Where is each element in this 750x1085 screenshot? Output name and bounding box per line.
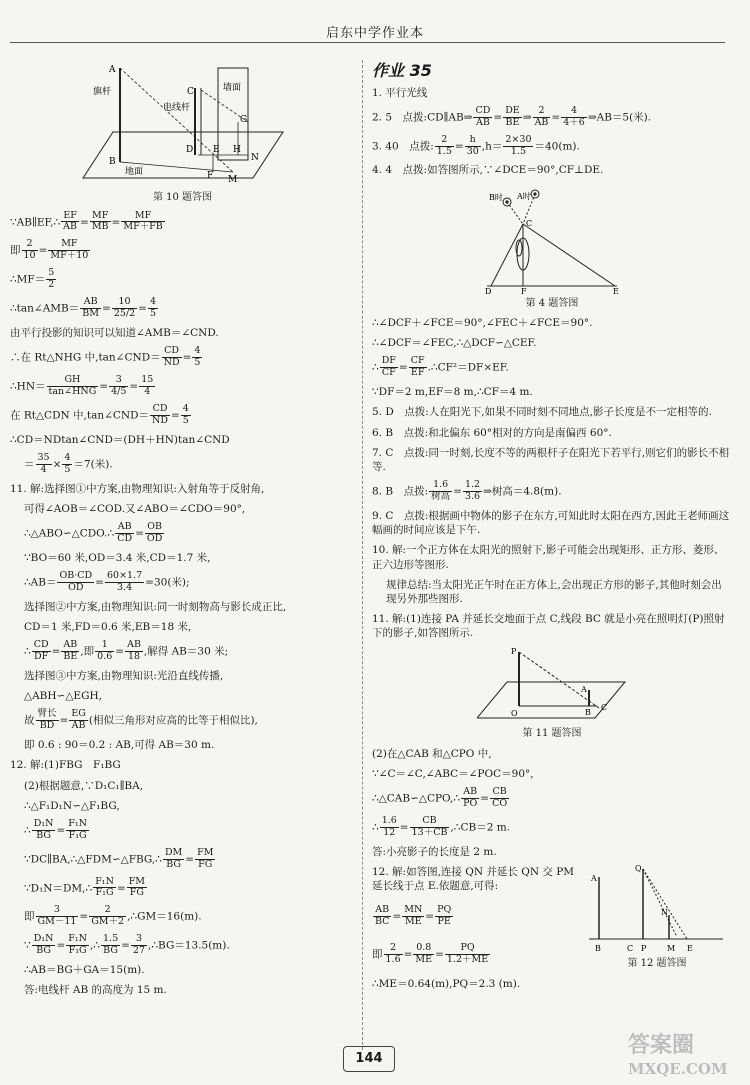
figure-11-caption: 第 11 题答图 [522,728,582,740]
svg-text:答案圈: 答案圈 [628,1032,695,1058]
solution-line: 即 $\frac{3}{GM-11}$ = $\frac{2}{GM+2}$ ,∴GM＝16(m). [24,904,202,928]
figure-12-caption: 第 12 题答图 [627,958,687,970]
answer-line: ∵DF＝2 m,EF＝8 m,∴CF＝4 m. [372,386,533,399]
solution-line: ∵DC∥BA,∴△FDM∽△FBG,∴ $\frac{DM}{BG}$ = $\frac{FM}{FG}$ [24,846,214,870]
answer-line: 3. 40 点拨: $\frac{2}{1.5}$ = $\frac{h}{30}$ ,h＝ $\frac{2\times 30}{1.5}$ ＝40(m). [372,133,580,157]
answer-line: 6. B 点拨:和北偏东 60°相对的方向是南偏西 60°. [372,426,612,439]
answer-line: 即 $\frac{2}{1.6}$ = $\frac{0.8}{ME}$ = $\frac{PQ}{1.2+ME}$ [372,942,489,966]
answer-line: ∴∠DCF＝∠FEC,∴△DCF∽△CEF. [372,337,537,350]
watermark-logo [622,1022,742,1080]
answer-line: ∴△CAB∽△CPO,∴ $\frac{AB}{PO}$ = $\frac{CB}{CO}$ [372,786,508,810]
figure-4 [477,184,627,296]
fig10-label-M: M [227,175,237,185]
answer-line: (2)在△CAB 和△CPO 中, [372,747,492,760]
answer-line: ∴ME＝0.64(m),PQ＝2.3 (m). [372,978,521,991]
left-column [10,60,355,1003]
answer-line: 12. 解:如答图,连接 QN 并延长 QN 交 PM 延长线于点 E.依题意,可得: [372,866,575,893]
fig4-label-E: E [613,286,619,296]
fig10-label-pole: 电线杆 [162,103,190,113]
fig10-label-B: B [108,157,116,167]
fig10-label-A: A [108,65,115,75]
solution-line: ∴MF＝ $\frac{5}{2}$ [10,267,55,291]
fig12-label-Q: Q [635,864,642,874]
solution-line: ∵ $\frac{\text{D₁N}}{BG}$ = $\frac{\text{F₁N}}{\text{F₁G}}$ ,∴ $\frac{1.5}{BG}$ = $\frac{3}{27}$ ,∴BG＝13.5(m). [24,933,230,957]
solution-line: 答:电线杆 AB 的高度为 15 m. [24,984,167,997]
solution-line: 选择图③中方案,由物理知识:光沿直线传播, [24,669,224,682]
q12-block [372,865,732,977]
answer-line: 11. 解:(1)连接 PA 并延长交地面于点 C,线段 BC 就是小亮在照明灯(P)照射下的影子,如答图所示. [372,613,725,640]
fig12-label-P: P [641,944,647,954]
solution-line: ∴ $\frac{CD}{DF}$ = $\frac{AB}{BE}$ ,即 $\frac{1}{0.6}$ = $\frac{AB}{18}$ ,解得 AB＝30 米; [24,639,229,663]
solution-line: ∴tan∠AMB＝ $\frac{AB}{BM}$ = $\frac{10}{25/2}$ = $\frac{4}{5}$ [10,296,157,319]
solution-line: 12. 解:(1)FBG F₁BG [10,759,121,772]
figure-11 [477,646,627,726]
solution-line: ∴CD＝NDtan∠CND＝(DH＋HN)tan∠CND [10,433,230,446]
column-divider [362,60,363,1050]
fig11-label-B: B [585,708,591,718]
header-title: 启东中学作业本 [325,26,424,41]
answer-line: 9. C 点拨:根据画中物体的影子在东方,可知此时太阳在西方,因此王老师画这幅画的时间应该是下午. [372,510,730,537]
answer-line: ∴ $\frac{1.6}{12}$ = $\frac{CB}{13+CB}$ ,∴CB＝2 m. [372,815,511,838]
figure-12 [587,859,727,955]
fig4-label-F: F [521,286,527,296]
fig10-label-H: H [232,145,241,155]
solution-line: ∵AB∥EF,∴ $\frac{EF}{AB}$ = $\frac{MF}{MB}$ = $\frac{MF}{MF+FB}$ [10,209,163,233]
solution-line: ∵D₁N＝DM,∴ $\frac{\text{F₁N}}{\text{F₁G}}$ = $\frac{FM}{FG}$ [24,875,146,899]
solution-line: 故 $\frac{\text{臂长}}{BD}$ = $\frac{EG}{AB}$ (相似三角形对应高的比等于相似比), [24,708,258,732]
answer-line: ∴ $\frac{DF}{CF}$ = $\frac{CF}{EF}$ .∴CF²＝DF×EF. [372,355,509,379]
figure-10-caption: 第 10 题答图 [152,192,213,203]
fig10-label-ground: 地面 [124,167,143,177]
answer-line: ∵∠C＝∠C,∠ABC＝∠POC＝90°, [372,768,534,781]
solution-line: ＝ $\frac{35}{4}$ × $\frac{4}{5}$ ＝7(米). [24,451,113,475]
fig12-label-N: N [661,908,668,918]
fig11-label-P: P [511,647,517,657]
solution-line: 11. 解:选择图①中方案,由物理知识:入射角等于反射角, [10,482,265,495]
answer-line: 1. 平行光线 [372,86,428,99]
fig12-label-B: B [595,944,601,954]
svg-text:MXQE.COM: MXQE.COM [628,1060,728,1078]
solution-line: CD＝1 米,FD＝0.6 米,EB＝18 米, [24,620,192,633]
fig10-label-flagpole: 旗杆 [92,87,111,97]
fig10-label-E: E [212,145,220,155]
solution-line: ∴AB＝ $\frac{OB\cdot CD}{OD}$ = $\frac{60\times 1.7}{3.4}$ =30(米); [24,569,190,593]
solution-line: 在 Rt△CDN 中,tan∠CND＝ $\frac{CD}{ND}$ = $\frac{4}{5}$ [10,402,189,426]
solution-line: ∴HN＝ $\frac{GH}{\text{tan∠HNG}}$ = $\frac{3}{4/5}$ = $\frac{15}{4}$ [10,373,154,397]
solution-line: △ABH∽△EGH, [24,690,102,703]
header-rule [10,42,725,43]
fig12-label-A: A [591,874,597,884]
answer-line: 规律总结:当太阳光正午时在正方体上,会出现正方形的影子,其他时刻会出现另外那些图形. [386,578,722,605]
answer-line: 10. 解:一个正方体在太阳光的照射下,影子可能会出现矩形、正方形、菱形、正六边形等图形. [372,544,725,571]
fig4-label-B: B时 [489,192,503,202]
solution-line: 选择图②中方案,由物理知识:同一时刻物高与影长成正比, [24,600,287,613]
fig4-label-A: A时 [517,191,531,201]
answer-line: $\frac{AB}{BC}$ = $\frac{MN}{ME}$ = $\frac{PQ}{PE}$ [375,904,452,928]
solution-line: ∴在 Rt△NHG 中,tan∠CND＝ $\frac{CD}{ND}$ = $\frac{4}{5}$ [10,345,201,368]
homework-title: 作业 35 [372,61,432,80]
figure-10 [73,60,293,190]
figure-4-caption: 第 4 题答图 [525,297,579,309]
fig10-label-C: C [186,87,194,97]
solution-line: ∴△ABO∽△CDO.∴ $\frac{AB}{CD}$ = $\frac{OB}{OD}$ [24,520,163,544]
solution-line: 可得∠AOB＝∠COD.又∠ABO＝∠CDO＝90°, [24,502,246,515]
solution-line: 由平行投影的知识可以知道∠AMB＝∠CND. [10,326,219,339]
solution-line: (2)根据题意,∵D₁C₁∥BA, [24,779,144,792]
solution-line: ∴ $\frac{\text{D₁N}}{BG}$ = $\frac{\text{F₁N}}{\text{F₁G}}$ [24,817,87,841]
right-column [372,60,732,997]
page-header [0,0,750,52]
solution-line: ∵BO＝60 米,OD＝3.4 米,CD＝1.7 米, [24,551,211,564]
fig11-label-C: C [601,703,608,713]
answer-line: ∴∠DCF＋∠FCE＝90°,∠FEC＋∠FCE＝90°. [372,317,593,330]
solution-line: 即 $\frac{2}{10}$ = $\frac{MF}{MF+10}$ [10,238,89,262]
fig11-label-A: A [581,685,587,695]
fig10-label-D: D [185,145,193,155]
answer-line: 7. C 点拨:同一时刻,长度不等的两根杆子在阳光下若平行,则它们的影长不相等. [372,446,730,473]
figure-12-wrap [587,859,727,977]
fig10-label-G: G [239,115,247,125]
answer-line: 5. D 点拨:人在阳光下,如果不同时刻不同地点,影子长度是不一定相等的. [372,406,712,419]
answer-line: 答:小亮影子的长度是 2 m. [372,845,497,858]
fig12-label-E: E [687,944,693,954]
solution-line: ∴△F₁D₁N∽△F₁BG, [24,799,120,812]
solution-line: ∴AB＝BG＋GA＝15(m). [24,964,145,977]
page-number: 144 [343,1046,395,1072]
fig11-label-O: O [511,709,518,719]
fig10-label-wall: 墙面 [222,83,241,93]
answer-line: 2. 5 点拨:CD∥AB⇒ $\frac{CD}{AB}$ = $\frac{DE}{BE}$ ⇒ $\frac{2}{AB}$ = $\frac{4}{4+6}$ ⇒AB＝5(米). [372,104,652,128]
fig10-label-F: F [206,171,213,181]
fig4-label-C: C [526,218,533,228]
fig12-label-C: C [627,944,634,954]
solution-line: 即 0.6 : 90＝0.2 : AB,可得 AB＝30 m. [24,739,215,752]
fig4-label-D: D [485,286,492,296]
answer-line: 4. 4 点拨:如答图所示,∵∠DCE＝90°,CF⊥DE. [372,164,604,177]
fig10-label-N: N [250,153,259,163]
fig12-label-M: M [667,944,676,954]
answer-line: 8. B 点拨: $\frac{1.6}{\text{树高}}$ = $\frac{1.2}{3.6}$ ⇒树高＝4.8(m). [372,479,562,503]
